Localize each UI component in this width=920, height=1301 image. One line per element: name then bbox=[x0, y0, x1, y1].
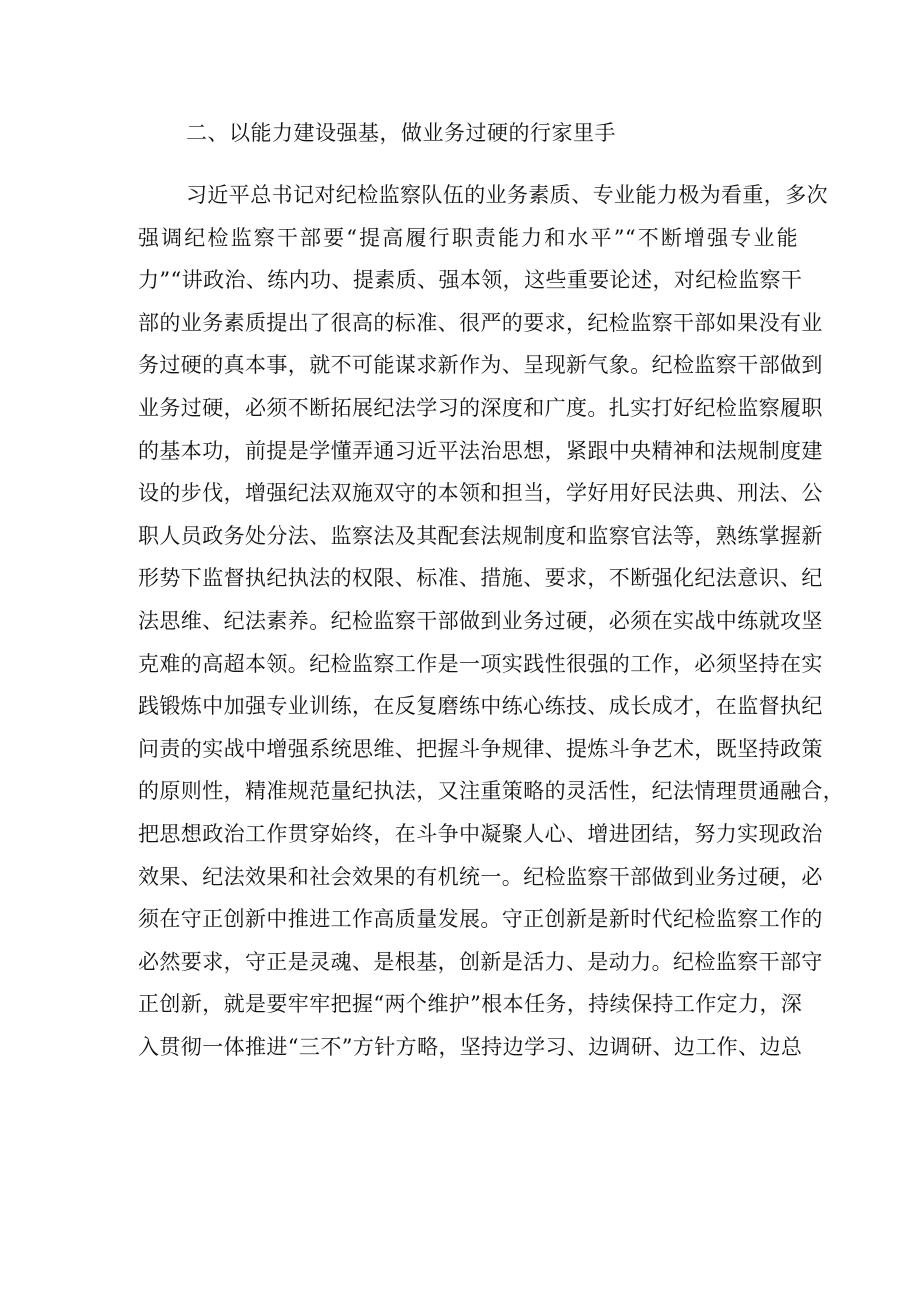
paragraph-line: 入贯彻一体推进“三不”方针方略，坚持边学习、边调研、边工作、边总 bbox=[138, 1034, 803, 1059]
paragraph-line: 务过硬的真本事，就不可能谋求新作为、呈现新气象。纪检监察干部做到 bbox=[138, 353, 823, 378]
paragraph-line: 须在守正创新中推进工作高质量发展。守正创新是新时代纪检监察工作的 bbox=[138, 907, 823, 932]
section-heading: 二、以能力建设强基，做业务过硬的行家里手 bbox=[186, 121, 616, 145]
paragraph-line: 正创新，就是要牢牢把握“两个维护”根本任务，持续保持工作定力，深 bbox=[138, 992, 803, 1017]
paragraph-line: 效果、纪法效果和社会效果的有机统一。纪检监察干部做到业务过硬，必 bbox=[138, 864, 823, 889]
paragraph-line: 的原则性，精准规范量纪执法，又注重策略的灵活性，纪法情理贯通融合， bbox=[138, 779, 845, 804]
paragraph-line: 强调纪检监察干部要“提高履行职责能力和水平”“不断增强专业能 bbox=[138, 225, 798, 250]
paragraph-line: 职人员政务处分法、监察法及其配套法规制度和监察官法等，熟练掌握新 bbox=[138, 523, 823, 548]
paragraph-line: 力”“讲政治、练内功、提素质、强本领，这些重要论述，对纪检监察干 bbox=[138, 268, 803, 293]
paragraph-line: 的基本功，前提是学懂弄通习近平法治思想，紧跟中央精神和法规制度建 bbox=[138, 438, 823, 463]
paragraph-line: 必然要求，守正是灵魂、是根基，创新是活力、是动力。纪检监察干部守 bbox=[138, 949, 823, 974]
paragraph-line: 克难的高超本领。纪检监察工作是一项实践性很强的工作，必须坚持在实 bbox=[138, 651, 823, 676]
paragraph-line: 习近平总书记对纪检监察队伍的业务素质、专业能力极为看重，多次 bbox=[186, 183, 828, 207]
paragraph-line: 把思想政治工作贯穿始终，在斗争中凝聚人心、增进团结，努力实现政治 bbox=[138, 821, 823, 846]
paragraph-line: 践锻炼中加强专业训练，在反复磨练中练心练技、成长成才，在监督执纪 bbox=[138, 694, 823, 719]
paragraph-line: 设的步伐，增强纪法双施双守的本领和担当，学好用好民法典、刑法、公 bbox=[138, 481, 823, 506]
paragraph-line: 问责的实战中增强系统思维、把握斗争规律、提炼斗争艺术，既坚持政策 bbox=[138, 736, 823, 761]
paragraph-line: 业务过硬，必须不断拓展纪法学习的深度和广度。扎实打好纪检监察履职 bbox=[138, 395, 823, 420]
paragraph-line: 部的业务素质提出了很高的标准、很严的要求，纪检监察干部如果没有业 bbox=[138, 310, 823, 335]
paragraph-line: 法思维、纪法素养。纪检监察干部做到业务过硬，必须在实战中练就攻坚 bbox=[138, 608, 823, 633]
body-paragraph bbox=[138, 174, 845, 1068]
paragraph-line: 形势下监督执纪执法的权限、标准、措施、要求，不断强化纪法意识、纪 bbox=[138, 566, 823, 591]
